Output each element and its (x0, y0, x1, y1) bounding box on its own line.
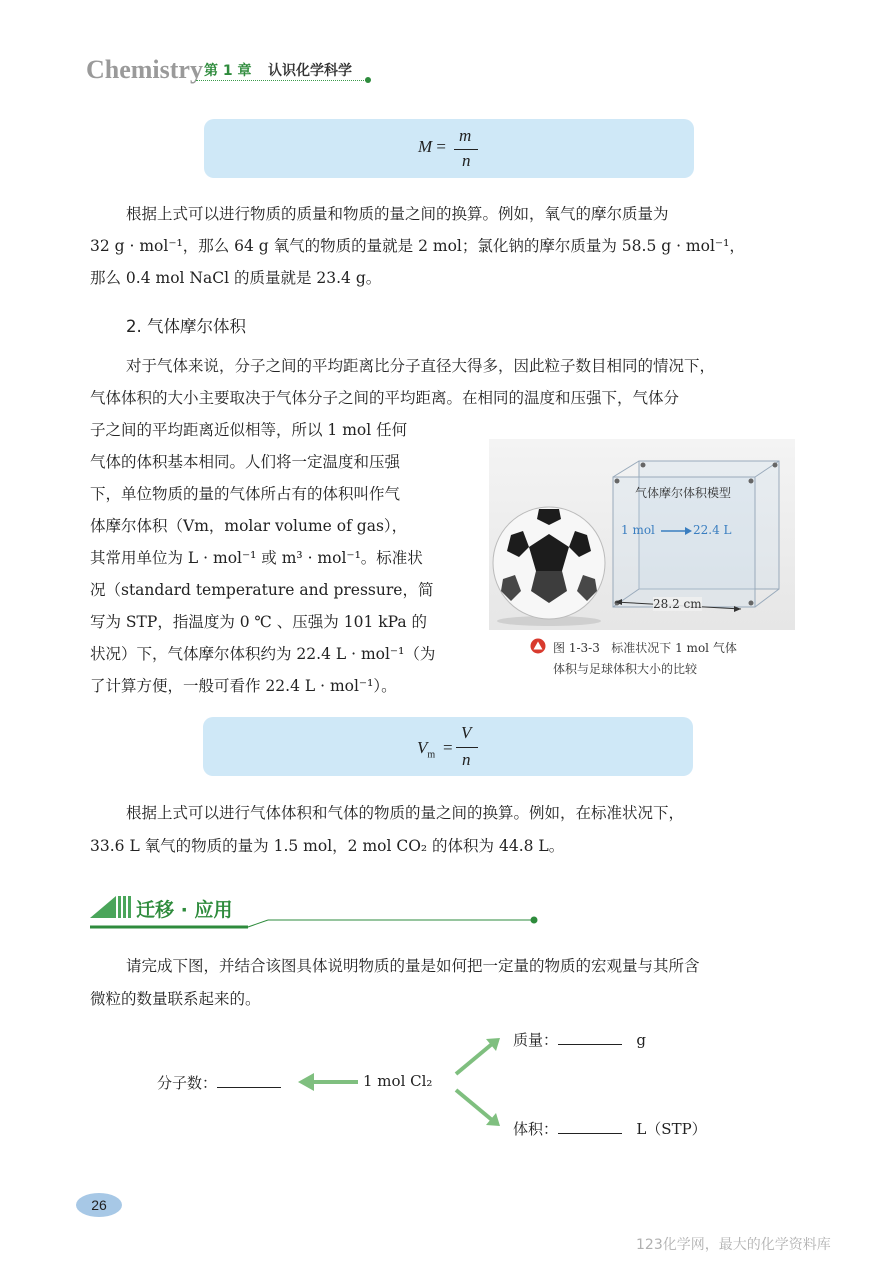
formula2-numerator: V (461, 723, 472, 742)
figure-volume-label: 22.4 L (693, 523, 732, 537)
para2-line11: 了计算方便，一般可看作 22.4 L · mol⁻¹）。 (90, 677, 397, 695)
volume-blank (558, 1121, 622, 1134)
formula2-denominator: n (462, 750, 471, 769)
volume-unit: L（STP） (636, 1120, 707, 1138)
migration-text-line1: 请完成下图，并结合该图具体说明物质的量是如何把一定量的物质的宏观量与其所含 (126, 957, 700, 975)
caption-triangle-icon (530, 638, 546, 654)
page-number: 26 (76, 1193, 122, 1217)
para2-line7: 其常用单位为 L · mol⁻¹ 或 m³ · mol⁻¹。标准状 (90, 549, 423, 567)
figure-caption-line2: 体积与足球体积大小的比较 (553, 662, 698, 676)
para3-line2: 33.6 L 氧气的物质的量为 1.5 mol，2 mol CO₂ 的体积为 44.8 L。 (90, 837, 565, 855)
para2-line2: 气体体积的大小主要取决于气体分子之间的平均距离。在相同的温度和压强下，气体分 (90, 389, 680, 407)
figure-model-label: 气体摩尔体积模型 (635, 486, 732, 500)
section-title: 2. 气体摩尔体积 (126, 317, 246, 336)
diagram-center-label: 1 mol Cl₂ (363, 1072, 433, 1090)
figure-caption-number: 图 1-3-3 (553, 641, 600, 655)
para2-line1: 对于气体来说，分子之间的平均距离比分子直径大得多，因此粒子数目相同的情况下， (126, 357, 716, 375)
para1-line3: 那么 0.4 mol NaCl 的质量就是 23.4 g。 (90, 269, 382, 287)
fraction-bar (456, 747, 478, 748)
diagram-volume (513, 1118, 707, 1139)
formula-lhs: M = (418, 137, 447, 156)
para2-line4: 气体的体积基本相同。人们将一定温度和压强 (90, 453, 401, 471)
mass-unit: g (636, 1031, 646, 1049)
fraction-bar (454, 149, 478, 150)
para1-line1: 根据上式可以进行物质的质量和物质的量之间的换算。例如，氧气的摩尔质量为 (126, 205, 669, 223)
formula2-lhs: $V_m$ (417, 738, 436, 761)
footer-watermark: 123化学网，最大的化学资料库 (636, 1237, 831, 1253)
arrow-down-right-icon (452, 1086, 504, 1130)
formula2-equals: = (443, 738, 453, 757)
arrow-left-icon (296, 1070, 360, 1094)
para2-line6: 体摩尔体积（Vm，molar volume of gas）， (90, 517, 408, 535)
diagram-molecule-count (157, 1072, 281, 1093)
para2-line10: 状况）下，气体摩尔体积约为 22.4 L · mol⁻¹（为 (90, 645, 436, 663)
migration-text-line2: 微粒的数量联系起来的。 (90, 990, 261, 1008)
volume-label: 体积： (513, 1120, 559, 1138)
figure-caption (553, 639, 737, 656)
molecule-count-label: 分子数： (157, 1074, 218, 1092)
header-dot (365, 77, 371, 83)
formula-denominator: n (462, 151, 471, 170)
figure-mol-label: 1 mol (621, 523, 655, 537)
header-subject: Chemistry (86, 55, 203, 84)
header-chapter-number: 第 1 章 (204, 63, 252, 79)
header-dotted-rule (196, 80, 366, 81)
para1-line2: 32 g · mol⁻¹，那么 64 g 氧气的物质的量就是 2 mol；氯化钠的摩尔质量为 58.5 g · mol⁻¹， (90, 237, 745, 255)
mass-label: 质量： (513, 1031, 559, 1049)
diagram-mass (513, 1029, 646, 1050)
mass-blank (558, 1032, 622, 1045)
figure-photo (489, 439, 795, 630)
para2-line9: 写为 STP，指温度为 0 ℃ 、压强为 101 kPa 的 (90, 613, 428, 631)
molecule-count-blank (217, 1075, 281, 1088)
para3-line1: 根据上式可以进行气体体积和气体的物质的量之间的换算。例如，在标准状况下， (126, 804, 685, 822)
migration-title: 迁移 · 应用 (136, 899, 233, 921)
arrow-up-right-icon (452, 1034, 504, 1078)
para2-line5: 下，单位物质的量的气体所占有的体积叫作气 (90, 485, 401, 503)
para2-line8: 况（standard temperature and pressure，简 (90, 581, 434, 599)
header-chapter-title: 认识化学科学 (268, 63, 352, 79)
figure-caption-line1: 标准状况下 1 mol 气体 (611, 641, 737, 655)
figure-dimension-label: 28.2 cm (653, 597, 702, 611)
para2-line3: 子之间的平均距离近似相等，所以 1 mol 任何 (90, 421, 408, 439)
formula-molar-mass-box (204, 119, 694, 178)
formula-numerator: m (459, 126, 472, 145)
formula-molar-volume-box (203, 717, 693, 776)
